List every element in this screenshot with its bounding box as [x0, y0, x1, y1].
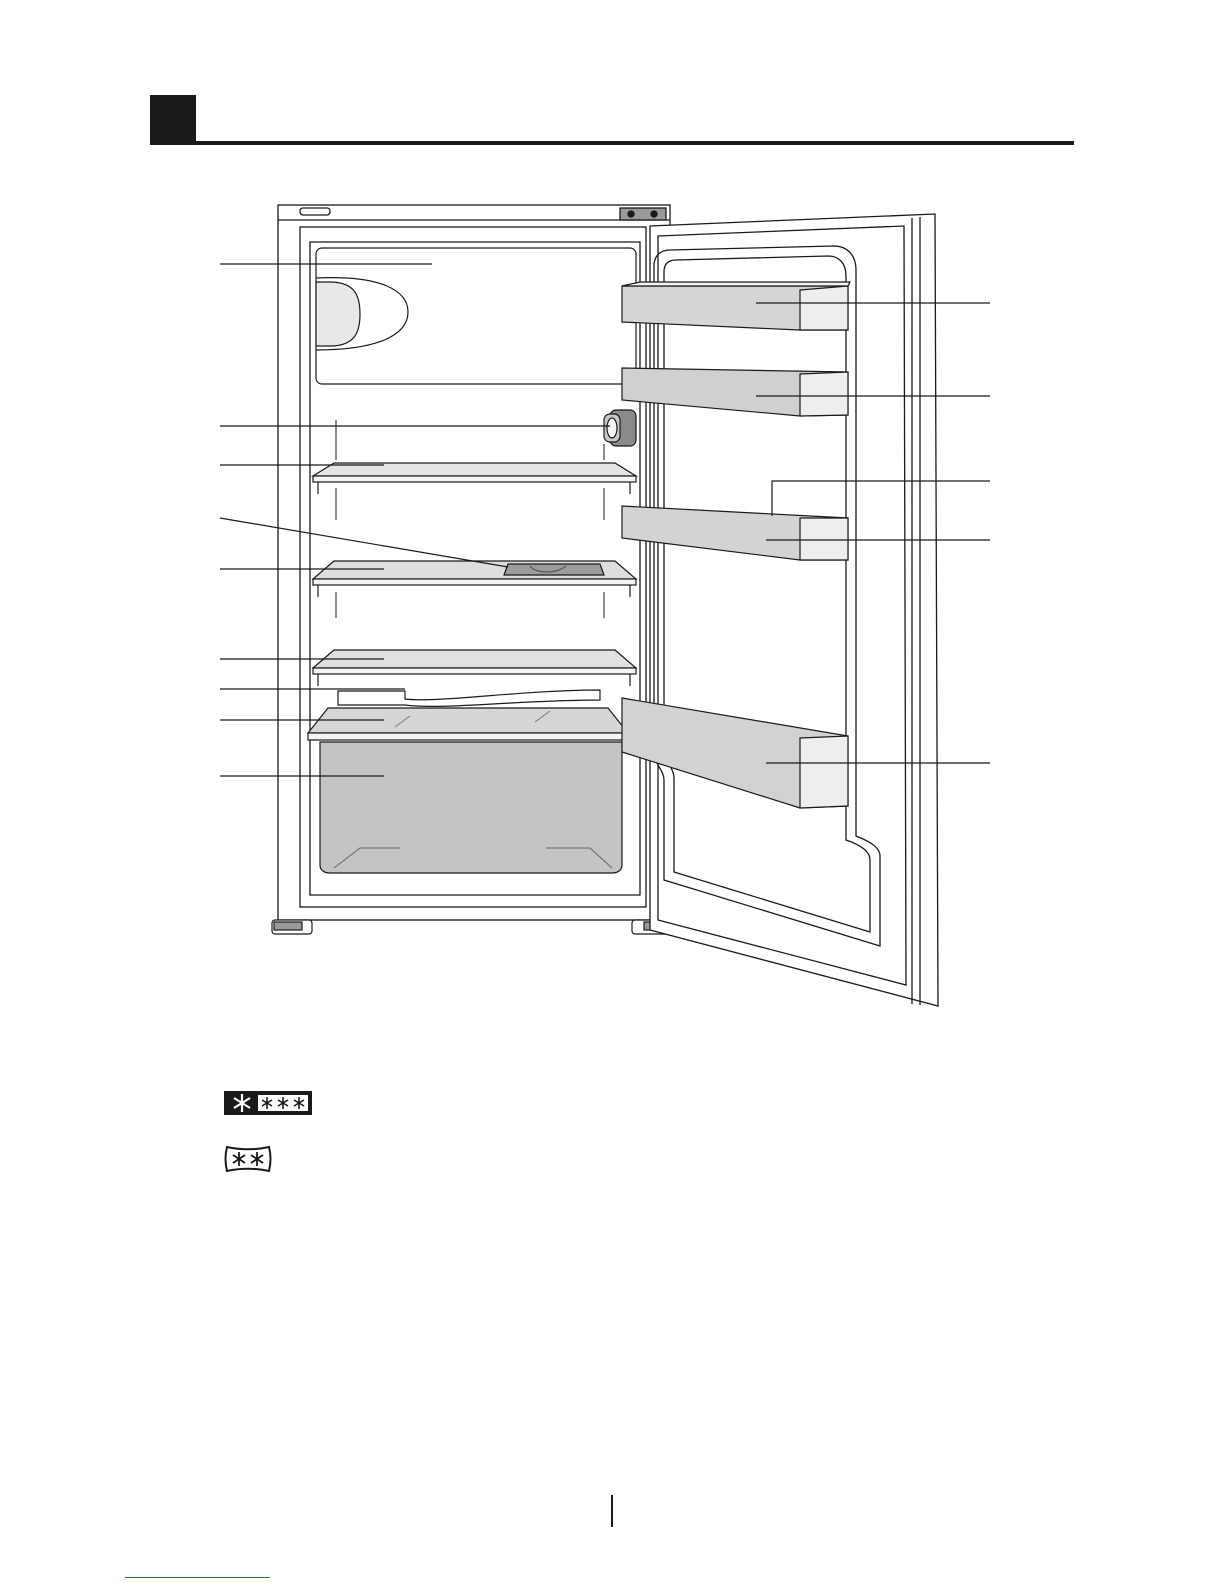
cabinet-feet [272, 920, 672, 934]
freezer-compartment [316, 248, 636, 384]
door [650, 214, 938, 1006]
thermostat-knob [604, 410, 636, 446]
legend-four-star [224, 1091, 312, 1115]
crisper-cover [308, 708, 628, 740]
legend-two-star [224, 1145, 272, 1173]
four-star-freezer-icon [224, 1091, 312, 1115]
bottle-holder [504, 564, 604, 575]
crisper-bin [320, 742, 622, 873]
footer-link-underline[interactable] [125, 1577, 270, 1578]
two-star-compartment-icon [224, 1145, 272, 1173]
page-marker [611, 1495, 613, 1527]
